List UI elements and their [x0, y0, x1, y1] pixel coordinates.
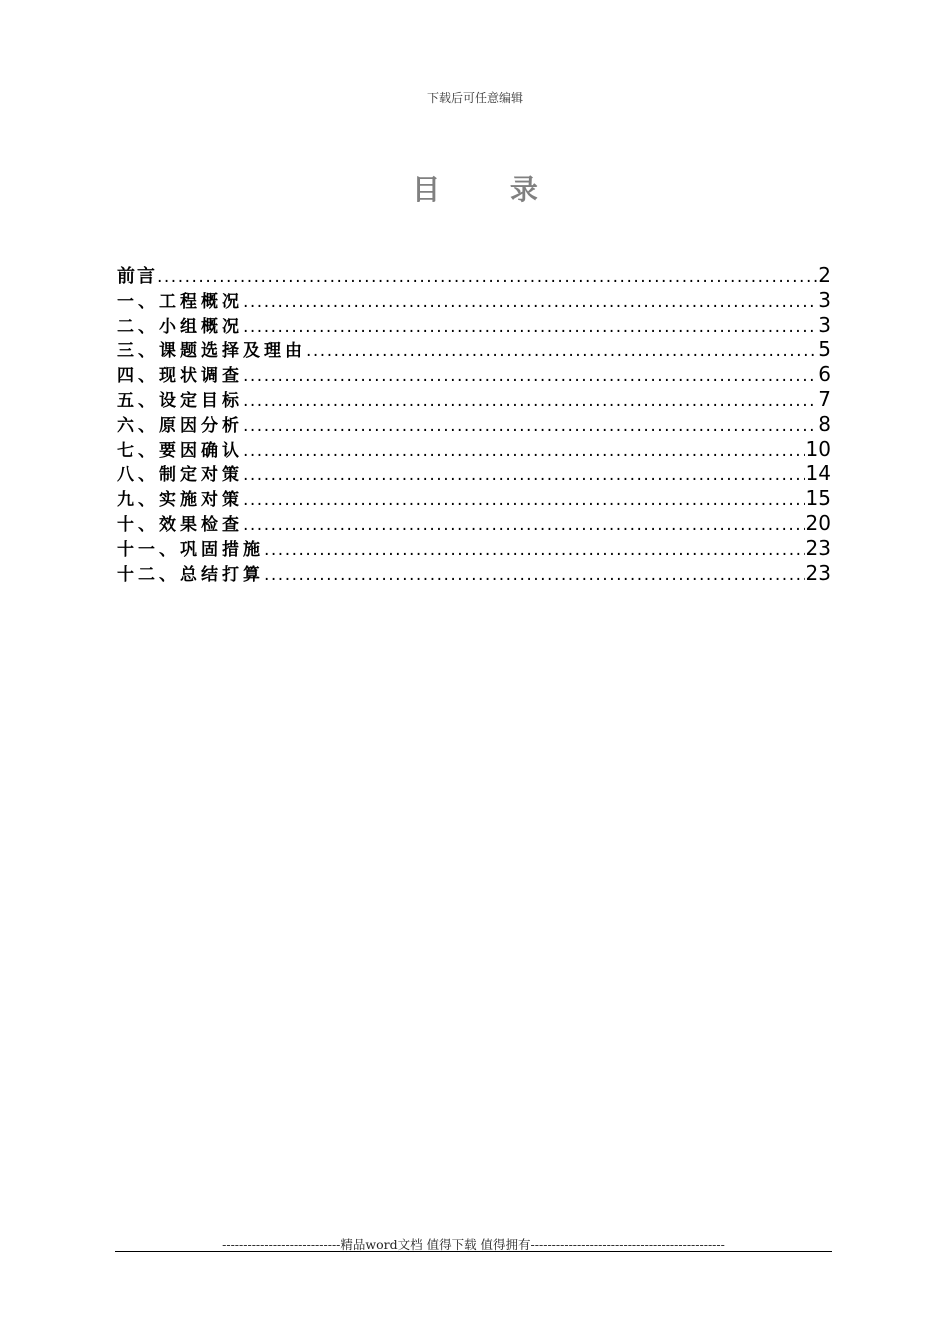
toc-entry-label: 二、小组概况: [117, 316, 243, 337]
table-of-contents: [117, 262, 831, 584]
toc-entry-page: 3: [818, 287, 831, 312]
toc-entry-label: 六、原因分析: [117, 415, 243, 436]
toc-entry-label: 七、要因确认: [117, 440, 243, 461]
toc-entry[interactable]: [117, 262, 831, 287]
toc-entry-page: 10: [805, 436, 831, 461]
toc-entry[interactable]: [117, 485, 831, 510]
toc-entry[interactable]: [117, 510, 831, 535]
toc-entry[interactable]: [117, 336, 831, 361]
toc-entry-label: 三、课题选择及理由: [117, 341, 306, 362]
footer-text: ----------------------------精品word文档 值得下载 值得拥有----------------------------------------------: [222, 1237, 725, 1252]
toc-entry-label: 九、实施对策: [117, 490, 243, 510]
toc-entry-label: 一、工程概况: [117, 291, 243, 312]
toc-entry-label: 前言: [117, 266, 157, 287]
toc-entry-page: 15: [805, 486, 831, 510]
toc-dot-leader: [306, 341, 817, 361]
toc-dot-leader: [264, 540, 805, 560]
toc-entry-page: 8: [818, 411, 831, 436]
toc-dot-leader: [243, 515, 805, 535]
toc-entry-page: 6: [818, 362, 831, 386]
toc-entry[interactable]: [117, 287, 831, 312]
toc-entry-page: 7: [818, 386, 831, 411]
toc-dot-leader: [157, 267, 817, 287]
toc-dot-leader: [243, 317, 817, 337]
toc-entry-label: 十一、巩固措施: [117, 539, 264, 560]
toc-entry[interactable]: [117, 361, 831, 386]
toc-dot-leader: [243, 366, 817, 386]
footer-rule: [115, 1251, 832, 1252]
toc-entry-label: 十二、总结打算: [117, 564, 264, 585]
toc-entry-page: 5: [818, 337, 831, 362]
toc-title: 目 录: [412, 173, 568, 206]
toc-entry[interactable]: [117, 386, 831, 411]
toc-entry-label: 十、效果检查: [117, 514, 243, 535]
toc-dot-leader: [243, 465, 805, 485]
toc-entry[interactable]: [117, 411, 831, 436]
toc-dot-leader: [243, 292, 817, 312]
toc-entry-page: 23: [805, 535, 831, 560]
toc-dot-leader: [243, 416, 817, 436]
toc-entry-label: 五、设定目标: [117, 390, 243, 411]
toc-dot-leader: [243, 490, 805, 510]
toc-entry-label: 四、现状调查: [117, 366, 243, 386]
toc-entry-page: 23: [805, 560, 831, 585]
toc-entry[interactable]: [117, 535, 831, 560]
toc-entry-page: 2: [818, 263, 831, 287]
toc-entry-page: 3: [818, 312, 831, 337]
toc-entry[interactable]: [117, 436, 831, 461]
toc-entry[interactable]: [117, 560, 831, 585]
header-note: 下载后可任意编辑: [426, 91, 523, 105]
toc-entry[interactable]: [117, 312, 831, 337]
toc-dot-leader: [243, 441, 805, 461]
toc-entry-label: 八、制定对策: [117, 465, 243, 486]
toc-entry-page: 14: [805, 461, 831, 486]
toc-entry-page: 20: [805, 510, 831, 535]
toc-dot-leader: [243, 391, 817, 411]
toc-entry[interactable]: [117, 460, 831, 485]
toc-dot-leader: [264, 565, 805, 585]
